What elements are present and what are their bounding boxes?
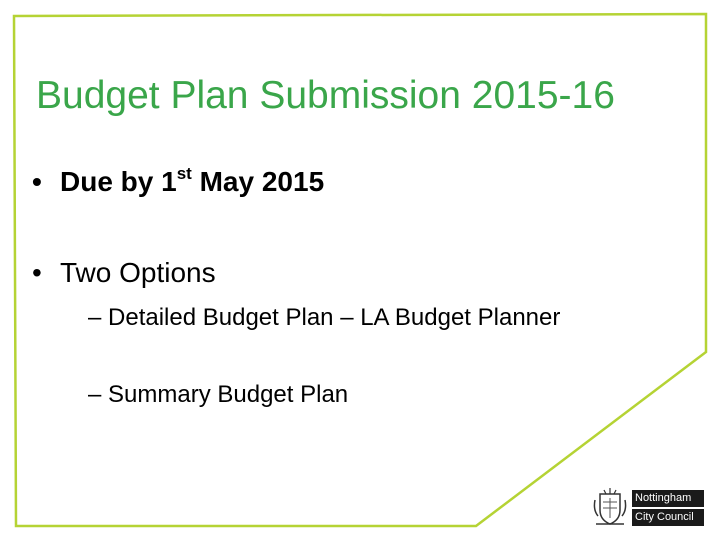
coat-of-arms-icon — [592, 486, 628, 528]
sub-bullet-summary — [88, 380, 348, 410]
bullet-due-prefix: Due by 1 — [60, 166, 177, 197]
logo-text-city-council: City Council — [632, 509, 704, 526]
bullet-options-text: Two Options — [60, 257, 216, 288]
slide-title: Budget Plan Submission 2015-16 — [36, 74, 615, 117]
bullet-dot: • — [32, 257, 42, 288]
sub-bullet-dash: – — [88, 381, 102, 408]
logo-text-nottingham: Nottingham — [632, 490, 704, 507]
bullet-options — [32, 256, 216, 290]
sub-bullet-detailed-text: Detailed Budget Plan – LA Budget Planner — [108, 304, 561, 331]
bullet-due-ordinal: st — [176, 164, 192, 183]
bullet-due-date — [32, 165, 324, 199]
bullet-due-suffix: May 2015 — [191, 166, 325, 197]
sub-bullet-dash: – — [88, 304, 102, 331]
sub-bullet-detailed — [88, 303, 560, 333]
nottingham-city-council-logo — [592, 486, 706, 528]
sub-bullet-summary-text: Summary Budget Plan — [108, 381, 349, 408]
bullet-dot: • — [32, 166, 42, 197]
